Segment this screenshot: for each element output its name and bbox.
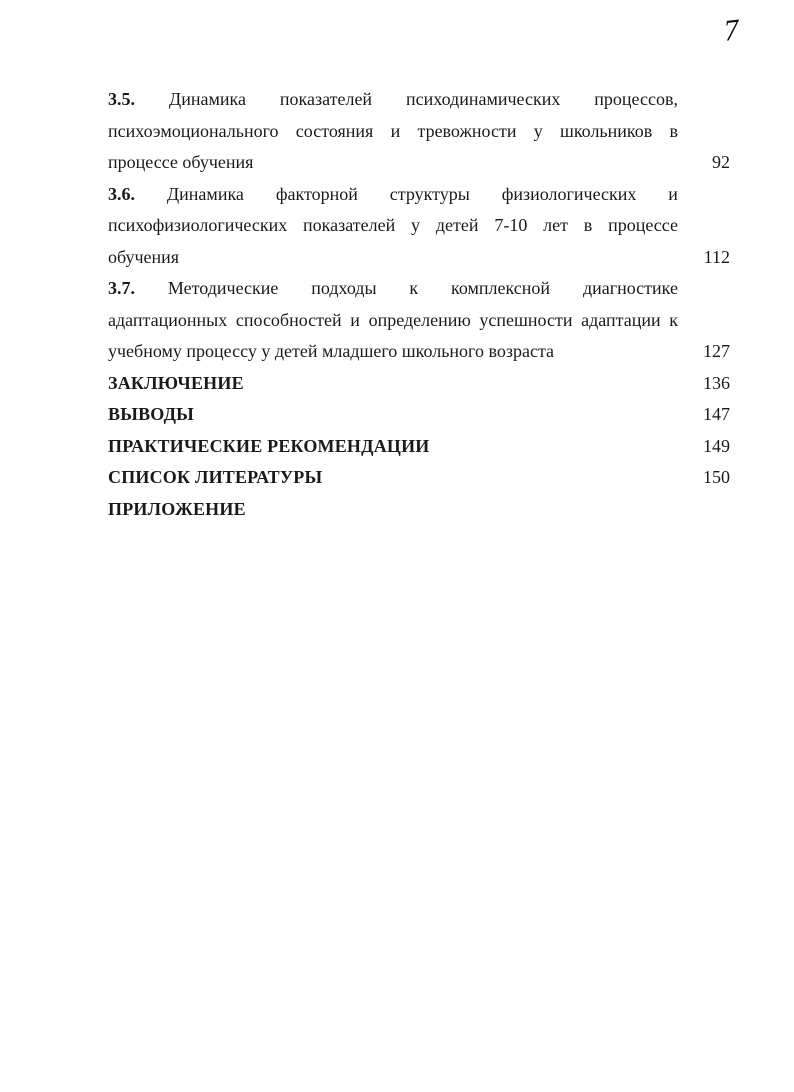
toc-word: процессов, — [594, 89, 678, 109]
toc-word: Динамика — [168, 89, 246, 109]
toc-page-number: 127 — [703, 341, 730, 361]
toc-heading: ПРАКТИЧЕСКИЕ РЕКОМЕНДАЦИИ — [108, 435, 430, 456]
section-number: 3.7. — [108, 278, 135, 298]
toc-word: и — [668, 183, 678, 204]
page-number: 7 — [722, 13, 741, 48]
toc-word: показателей — [279, 89, 373, 109]
toc-word: Методические — [167, 278, 279, 298]
toc-page-number: 149 — [703, 435, 730, 456]
toc-page-number: 147 — [703, 404, 730, 424]
toc-entry-appendix[interactable] — [108, 494, 730, 526]
toc-word: диагностике — [582, 278, 678, 298]
toc-entry-text: учебному процессу у детей младшего школьного возраста — [108, 341, 555, 361]
toc-entry-recommendations[interactable] — [108, 431, 730, 463]
toc-heading: ВЫВОДЫ — [108, 404, 195, 424]
toc-entry-3-6-line-1[interactable] — [108, 179, 678, 211]
toc-heading: ЗАКЛЮЧЕНИЕ — [108, 372, 244, 393]
toc-entry-3-5-line-1[interactable] — [108, 84, 678, 116]
toc-word: комплексной — [451, 278, 551, 298]
toc-page-number: 92 — [712, 152, 730, 172]
toc-entry-3-5-line-3 — [108, 147, 730, 179]
toc-entry-3-7-line-1[interactable] — [108, 273, 678, 305]
toc-entry-3-7-line-3 — [108, 336, 730, 368]
toc-entry-text: процессе обучения — [108, 152, 254, 172]
toc-entry-3-6-line-2: психофизиологических показателей у детей 7-10 лет в процессе — [108, 215, 678, 235]
toc-entry-findings[interactable] — [108, 399, 730, 431]
toc-word: психодинамических — [406, 89, 561, 109]
toc-word: Динамика — [166, 183, 244, 204]
toc-page-number: 112 — [703, 246, 730, 267]
toc-entry-3-5-line-2: психоэмоционального состояния и тревожности у школьников в — [108, 120, 678, 141]
toc-page-number: 150 — [703, 467, 730, 487]
toc-entry-conclusion[interactable] — [108, 368, 730, 400]
toc-entry-text: обучения — [108, 246, 180, 267]
toc-heading: СПИСОК ЛИТЕРАТУРЫ — [108, 467, 323, 487]
toc-word: подходы — [311, 278, 377, 298]
toc-entry-3-7-line-2: адаптационных способностей и определению успешности адаптации к — [108, 309, 678, 330]
toc-page-number: 136 — [703, 372, 730, 393]
toc-word: структуры — [389, 183, 470, 204]
table-of-contents — [108, 84, 730, 525]
toc-word: к — [409, 278, 419, 298]
section-number: 3.6. — [108, 183, 135, 204]
toc-entry-references[interactable] — [108, 462, 730, 494]
section-number: 3.5. — [108, 89, 135, 109]
toc-entry-3-6-line-3 — [108, 242, 730, 274]
toc-heading: ПРИЛОЖЕНИЕ — [108, 498, 246, 519]
toc-word: физиологических — [501, 183, 637, 204]
toc-word: факторной — [275, 183, 358, 204]
